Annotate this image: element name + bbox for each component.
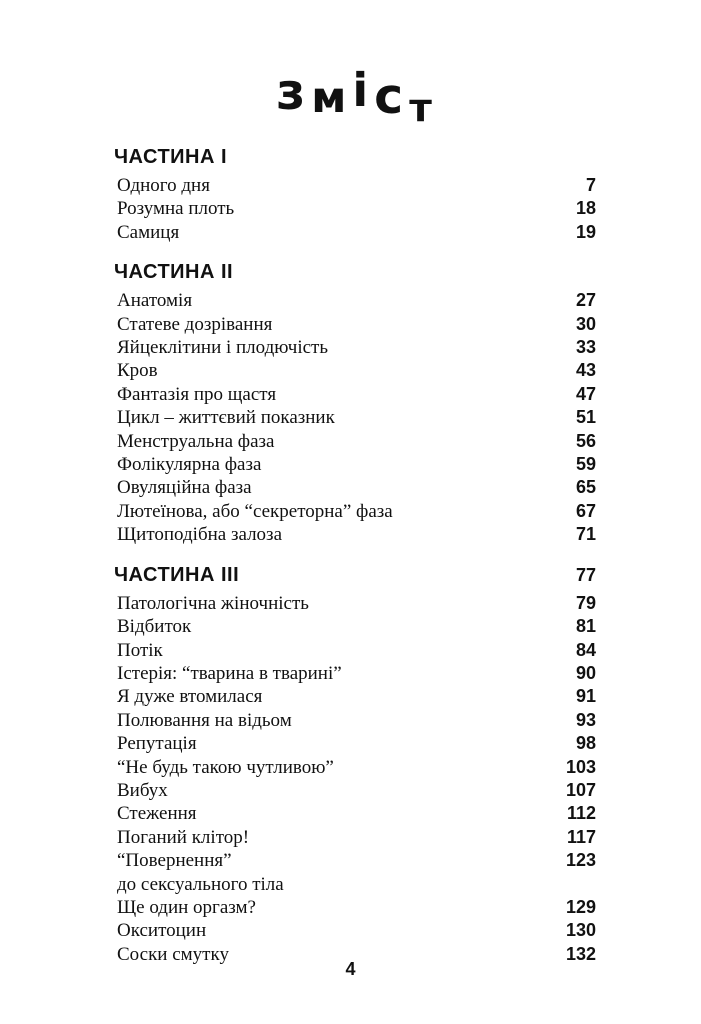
entry-title: Поганий клітор! [117,826,250,848]
toc-entry [114,221,596,244]
entry-title: Ще один оргазм? [117,896,256,918]
entry-page-number: 123 [565,850,596,871]
entry-title: Анатомія [117,290,193,312]
table-of-contents [114,144,596,966]
toc-entry [114,406,596,429]
section-heading: ЧАСТИНА I [114,146,228,168]
entry-page-number: 98 [575,733,596,754]
entry-title: Розумна плоть [117,198,235,220]
entry-title: Полювання на відьом [117,709,292,731]
section-entries [114,289,596,546]
toc-entry [114,592,596,615]
entry-page-number: 18 [575,198,596,219]
toc-entry [114,336,596,359]
entry-title: Репутація [117,733,197,755]
toc-entry [114,476,596,499]
toc-entry [114,615,596,638]
entry-title: Вибух [117,779,168,801]
toc-entry [114,802,596,825]
entry-page-number: 59 [575,454,596,475]
entry-title: Фантазія про щастя [117,383,277,405]
toc-entry [114,685,596,708]
entry-title: Я дуже втомилася [117,686,263,708]
entry-title: Істерія: “тварина в тварині” [117,662,342,684]
entry-title: Патологічна жіночність [117,592,309,614]
entry-title: Відбиток [117,616,192,638]
entry-page-number: 130 [565,920,596,941]
entry-page-number: 33 [575,337,596,358]
toc-entry [114,756,596,779]
entry-title: Яйцеклітини і плодючість [117,337,328,359]
toc-entry [114,662,596,685]
toc-entry [114,430,596,453]
toc-entry [114,919,596,942]
entry-page-number: 65 [575,477,596,498]
toc-entry [114,849,596,872]
entry-title: Одного дня [117,175,210,196]
section-heading-row [114,144,596,170]
entry-title: “Не будь такою чутливою” [117,756,334,778]
section-heading-row [114,562,596,588]
entry-page-number: 132 [565,943,596,964]
toc-section [114,259,596,546]
entry-title: Овуляційна фаза [117,477,252,499]
entry-page-number: 27 [575,290,596,311]
entry-title: Самиця [117,221,180,243]
toc-content [114,62,596,966]
entry-page-number: 19 [575,221,596,242]
entry-page-number: 103 [565,756,596,777]
entry-page-number: 93 [575,709,596,730]
page-number: 4 [345,959,356,979]
section-entries [114,174,596,244]
entry-page-number: 56 [575,430,596,451]
toc-entry [114,453,596,476]
entry-page-number: 79 [575,592,596,613]
toc-entry [114,174,596,197]
toc-section [114,562,596,967]
entry-page-number: 107 [565,779,596,800]
toc-entry [114,639,596,662]
entry-page-number: 7 [585,175,596,195]
toc-entry [114,873,596,896]
toc-section [114,144,596,244]
entry-title: Лютеїнова, або “секреторна” фаза [117,500,393,522]
entry-page-number: 51 [575,407,596,428]
entry-title: Статеве дозрівання [117,313,273,335]
entry-title: Менструальна фаза [117,430,275,452]
toc-entry [114,289,596,312]
entry-page-number: 47 [575,383,596,404]
toc-title: зміс т [276,63,434,131]
toc-entry [114,500,596,523]
section-entries [114,592,596,967]
entry-title: Цикл – життєвий показник [117,407,335,429]
entry-page-number: 43 [575,360,596,381]
toc-entry [114,826,596,849]
entry-title: Фолікулярна фаза [117,454,262,476]
entry-page-number: 112 [566,803,596,824]
section-heading: ЧАСТИНА III [114,563,240,586]
entry-title: Потік [117,639,163,661]
section-heading: ЧАСТИНА II [114,261,234,284]
entry-page-number: 84 [575,639,596,660]
entry-title: Кров [117,360,158,382]
entry-page-number: 30 [575,313,596,334]
toc-entry [114,359,596,382]
entry-title: Соски смутку [117,943,229,965]
toc-entry [114,779,596,802]
toc-entry [114,523,596,546]
entry-title: Окситоцин [117,920,207,942]
toc-entry [114,313,596,336]
entry-page-number: 90 [575,662,596,683]
toc-entry [114,709,596,732]
entry-page-number: 81 [575,616,596,637]
toc-entry [114,197,596,220]
entry-page-number: 91 [575,686,596,707]
section-page-number: 77 [575,564,596,585]
entry-page-number: 71 [575,524,596,545]
toc-entry [114,383,596,406]
entry-title: до сексуального тіла [117,873,284,895]
entry-title: “Повернення” [117,850,232,872]
entry-title: Щитоподібна залоза [117,524,282,546]
entry-page-number: 67 [575,500,596,521]
entry-page-number: 117 [566,826,596,847]
toc-entry [114,896,596,919]
section-heading-row [114,259,596,285]
entry-page-number: 129 [565,896,596,917]
entry-title: Стеження [117,803,197,825]
toc-entry [114,732,596,755]
